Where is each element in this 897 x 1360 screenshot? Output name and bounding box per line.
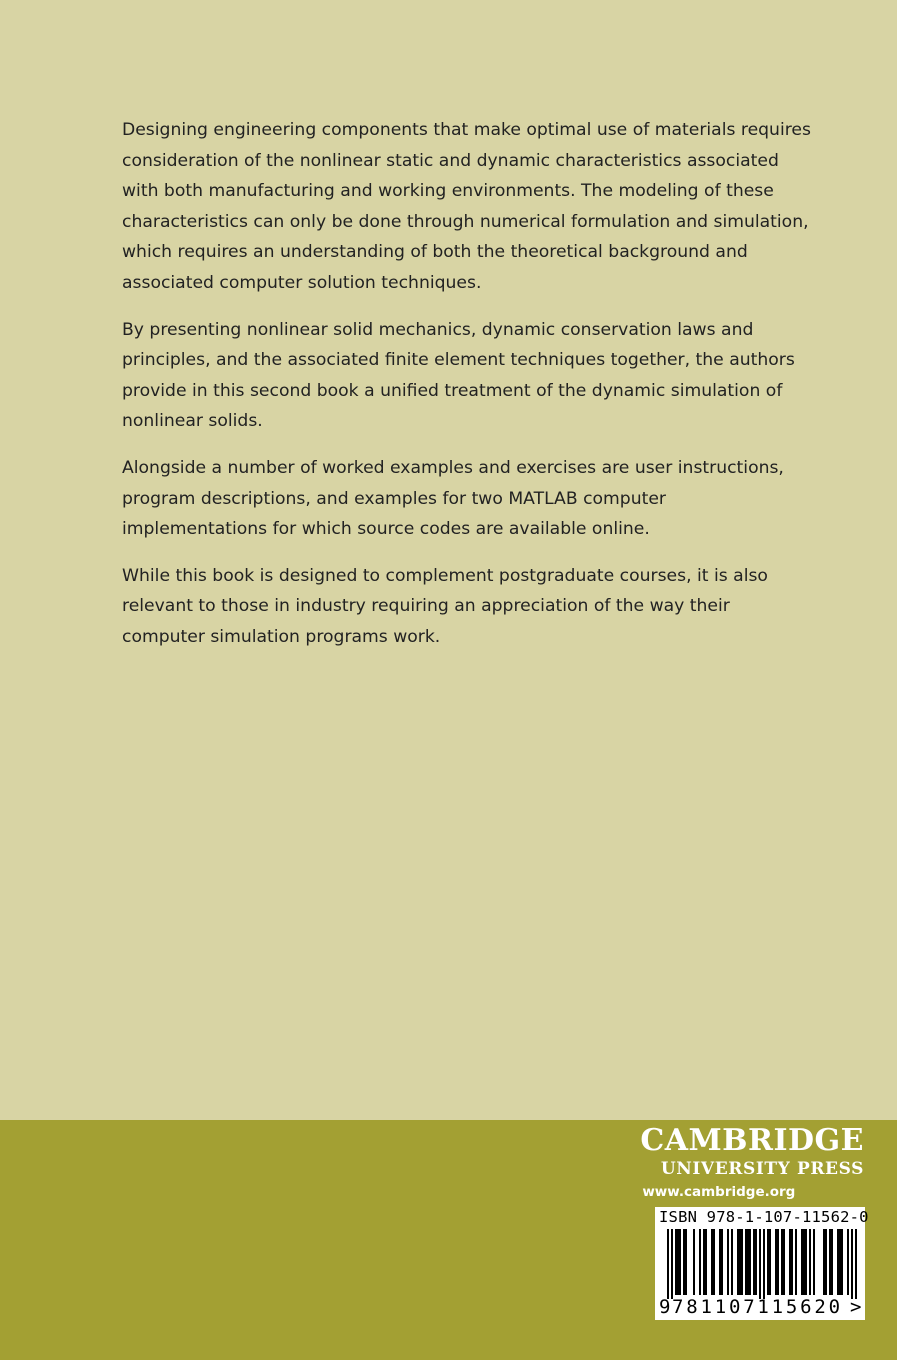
barcode-bar — [727, 1229, 729, 1295]
barcode-bar — [679, 1229, 681, 1295]
barcode-guard-bar — [851, 1229, 853, 1299]
publisher-url: www.cambridge.org — [642, 1184, 796, 1200]
barcode-bar — [789, 1229, 791, 1295]
barcode-bar — [719, 1229, 721, 1295]
barcode-bar — [781, 1229, 783, 1295]
barcode-bar — [831, 1229, 833, 1295]
barcode-bar — [783, 1229, 785, 1295]
barcode-bar — [769, 1229, 771, 1295]
barcode-bar — [685, 1229, 687, 1295]
barcode-bar — [703, 1229, 705, 1295]
barcode-bar — [731, 1229, 733, 1295]
barcode-bar — [705, 1229, 707, 1295]
barcode-bar — [809, 1229, 811, 1295]
barcode-bar — [803, 1229, 805, 1295]
blurb-paragraph-4: While this book is designed to complement postgraduate courses, it is also relevant to those in industry requiring an appreciation of the way their computer simulation programs work. — [122, 565, 768, 647]
barcode-bar — [721, 1229, 723, 1295]
blurb-paragraph-3: Alongside a number of worked examples and exercises are user instructions, program descriptions, and examples for two MATLAB computer implementations for which source codes are available online. — [122, 457, 784, 540]
ean-digits — [655, 1296, 865, 1318]
barcode-bar — [777, 1229, 779, 1295]
barcode-bar — [711, 1229, 713, 1295]
barcode-bar — [739, 1229, 741, 1295]
isbn-label: ISBN 978-1-107-11562-0 — [659, 1208, 869, 1226]
barcode-bar — [801, 1229, 803, 1295]
back-cover-blurb — [122, 115, 812, 669]
barcode-bar — [749, 1229, 751, 1295]
barcode-guard-bar — [855, 1229, 857, 1299]
barcode-bar — [813, 1229, 815, 1295]
barcode-bar — [767, 1229, 769, 1295]
barcode-bar — [745, 1229, 747, 1295]
ean-digit-groups: 781107115620 — [672, 1296, 843, 1318]
barcode-bars — [655, 1229, 865, 1299]
publisher-name: CAMBRIDGE — [640, 1123, 864, 1158]
barcode-guard-bar — [763, 1229, 765, 1299]
barcode-guard-bar — [671, 1229, 673, 1299]
barcode-bar — [847, 1229, 849, 1295]
barcode-bar — [693, 1229, 695, 1295]
ean-first-digit: 9 — [659, 1296, 671, 1318]
barcode-bar — [823, 1229, 825, 1295]
barcode-bar — [837, 1229, 839, 1295]
barcode-bar — [775, 1229, 777, 1295]
barcode-bar — [795, 1229, 797, 1295]
barcode-guard-bar — [667, 1229, 669, 1299]
barcode-bar — [753, 1229, 755, 1295]
barcode-bar — [829, 1229, 831, 1295]
barcode-bar — [737, 1229, 739, 1295]
barcode-guard-bar — [759, 1229, 761, 1299]
barcode-bar — [755, 1229, 757, 1295]
barcode-bar — [741, 1229, 743, 1295]
publisher-subtitle: UNIVERSITY PRESS — [660, 1159, 864, 1179]
barcode-bar — [839, 1229, 841, 1295]
barcode-bar — [675, 1229, 677, 1295]
blurb-paragraph-1: Designing engineering components that make optimal use of materials requires consideration of the nonlinear static and dynamic characteristics associated with both manufacturing and working environments. The modeling of these characteristics can only be done through numerical formulation and simulation, which requires an understanding of both the theoretical background and associated computer solution techniques. — [122, 120, 811, 293]
publisher-logo — [640, 1124, 864, 1204]
barcode-bar — [699, 1229, 701, 1295]
barcode-bar — [747, 1229, 749, 1295]
blurb-paragraph-2: By presenting nonlinear solid mechanics, dynamic conservation laws and principles, and the associated finite element techniques together, the authors provide in this second book a unified treatment of the dynamic simulation of nonlinear solids. — [122, 319, 795, 432]
barcode-bar — [683, 1229, 685, 1295]
ean-quiet-zone-arrow: > — [850, 1296, 862, 1318]
barcode-bar — [805, 1229, 807, 1295]
barcode-bar — [841, 1229, 843, 1295]
barcode-bar — [791, 1229, 793, 1295]
barcode-bar — [825, 1229, 827, 1295]
isbn-barcode — [655, 1207, 869, 1320]
barcode-bar — [713, 1229, 715, 1295]
barcode-bar — [677, 1229, 679, 1295]
